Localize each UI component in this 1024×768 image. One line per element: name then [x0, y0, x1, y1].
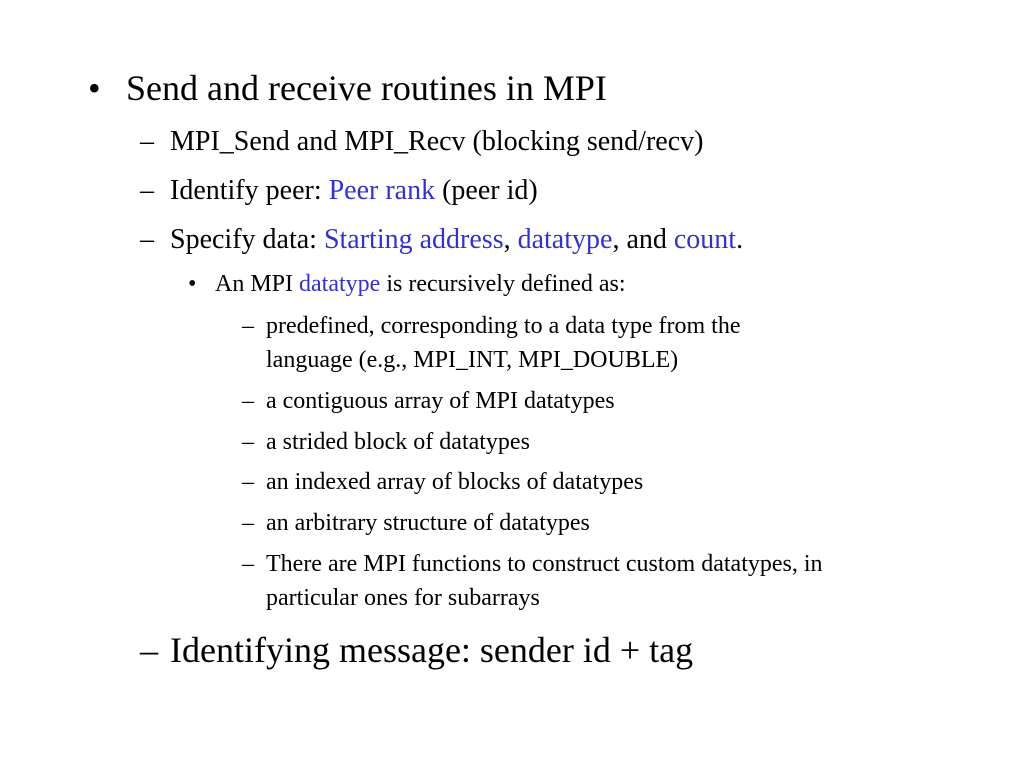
sub-item-1-text: MPI_Send and MPI_Recv (blocking send/recv): [170, 126, 704, 157]
main-bullet-text: Send and receive routines in MPI: [126, 68, 607, 108]
last-item-marker: –: [140, 630, 158, 670]
sub-item-3-prefix: Specify data:: [170, 224, 324, 255]
peer-rank-highlight: Peer rank: [328, 175, 436, 206]
def-5-text: an arbitrary structure of datatypes: [266, 510, 590, 536]
datatype-note-marker: •: [188, 271, 197, 297]
def-1-line1: predefined, corresponding to a data type from the: [266, 313, 741, 339]
starting-address-highlight: Starting address: [323, 224, 504, 255]
def-6-line2: particular ones for subarrays: [266, 585, 540, 611]
sub-item-3-sep2: , and: [612, 224, 674, 255]
def-6-marker: –: [242, 551, 254, 577]
sub-item-3-text: [170, 224, 743, 256]
sub-item-2-suffix: (peer id): [435, 175, 538, 206]
datatype-note-suffix: is recursively defined as:: [380, 271, 626, 297]
datatype-note-prefix: An MPI: [215, 271, 300, 297]
datatype-note-text: [215, 270, 626, 298]
datatype-highlight: datatype: [517, 224, 613, 255]
def-4-marker: –: [242, 469, 254, 495]
count-highlight: count: [673, 224, 737, 255]
def-2-marker: –: [242, 388, 254, 414]
def-3-text: a strided block of datatypes: [266, 429, 530, 455]
def-4-text: an indexed array of blocks of datatypes: [266, 469, 644, 495]
datatype-note-highlight: datatype: [299, 271, 381, 297]
sub-item-1-marker: –: [140, 126, 154, 157]
sub-item-2-marker: –: [140, 175, 154, 206]
main-bullet-marker: •: [88, 68, 101, 108]
last-item-text: Identifying message: sender id + tag: [170, 630, 694, 670]
sub-item-2-prefix: Identify peer:: [170, 175, 329, 206]
def-6-line1: There are MPI functions to construct custom datatypes, in: [266, 551, 823, 577]
sub-item-2-text: [170, 175, 538, 207]
def-1-line2: language (e.g., MPI_INT, MPI_DOUBLE): [266, 347, 679, 373]
sub-item-3-end: .: [736, 224, 744, 255]
def-2-text: a contiguous array of MPI datatypes: [266, 388, 615, 414]
def-1-marker: –: [242, 313, 254, 339]
sub-item-3-sep1: ,: [503, 224, 518, 255]
def-3-marker: –: [242, 429, 254, 455]
def-5-marker: –: [242, 510, 254, 536]
sub-item-3-marker: –: [140, 224, 154, 255]
